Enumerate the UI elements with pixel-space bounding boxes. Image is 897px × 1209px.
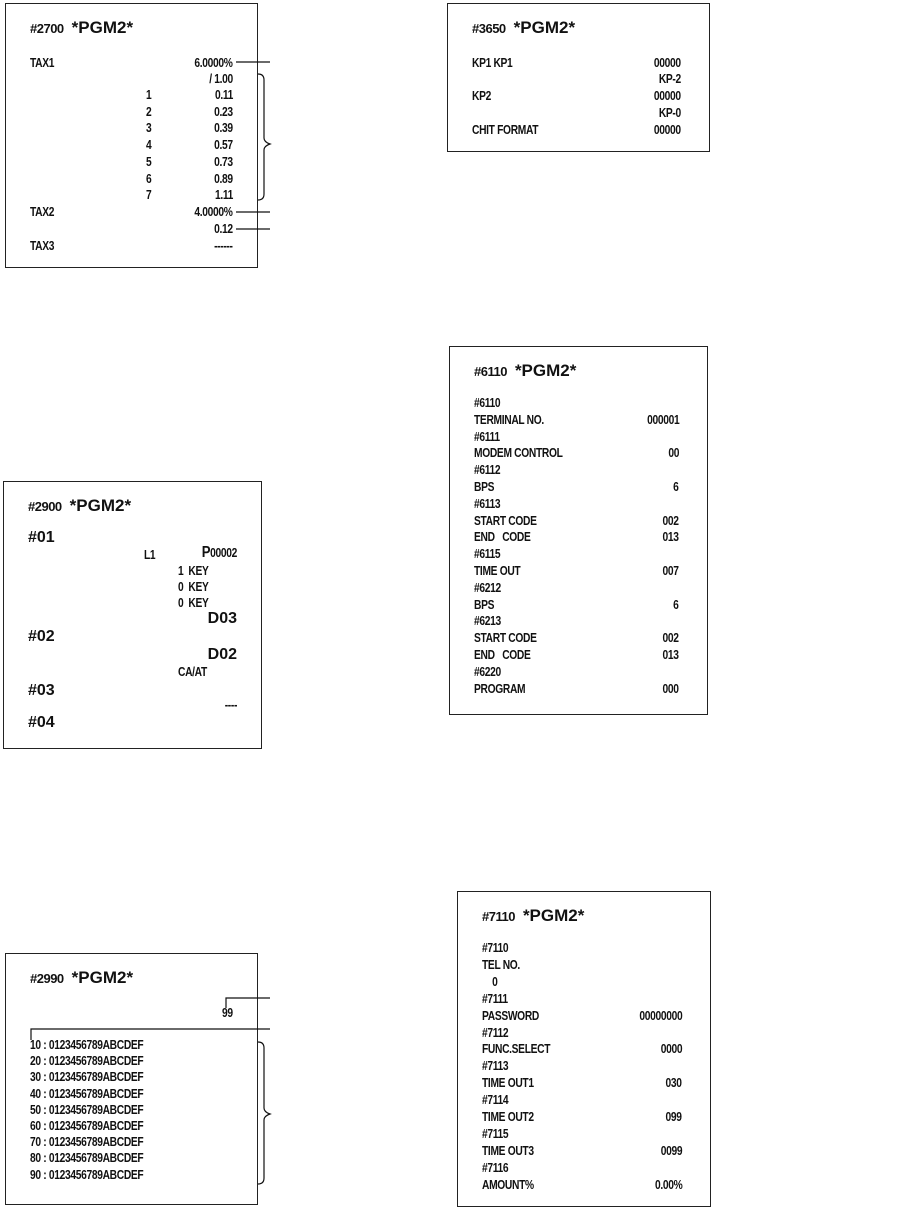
tax-step-number: 1 — [146, 88, 152, 102]
mode-label: *PGM2* — [71, 18, 134, 37]
setting-label: #7116 — [482, 1160, 509, 1175]
setting-value: 030 — [665, 1076, 682, 1091]
kp2-sub: KP-0 — [658, 106, 681, 120]
chit-format-value: 00000 — [654, 123, 681, 137]
level-label: L1 — [144, 548, 156, 562]
chit-format-label: CHIT FORMAT — [472, 123, 539, 137]
tax-step-amount: 0.89 — [214, 171, 233, 186]
job-code: #3650 — [472, 21, 506, 36]
setting-value: 00 — [668, 446, 679, 461]
dashes: ---- — [224, 698, 237, 712]
tax-step-number: 5 — [146, 154, 152, 169]
setting-label: TEL NO. — [482, 957, 520, 972]
setting-value: 002 — [662, 631, 679, 646]
setting-value: 6 — [673, 597, 679, 612]
job-code: #6110 — [474, 364, 507, 379]
tax2-label: TAX2 — [30, 205, 55, 219]
plu-prefix: P — [201, 544, 211, 561]
text-row: 10 : 0123456789ABCDEF — [30, 1038, 144, 1052]
setting-label: START CODE — [474, 631, 537, 646]
section-03: #03 — [28, 682, 55, 699]
mode-label: *PGM2* — [71, 968, 134, 987]
mode-label: *PGM2* — [514, 361, 577, 380]
tax3-value: ------ — [214, 239, 233, 253]
setting-value: 013 — [662, 530, 679, 545]
section-02: #02 — [28, 628, 55, 645]
setting-label: FUNC.SELECT — [482, 1042, 551, 1057]
setting-label: #7111 — [482, 991, 508, 1006]
leader-line-rows — [31, 1029, 270, 1040]
setting-label: PASSWORD — [482, 1008, 539, 1023]
setting-label: MODEM CONTROL — [474, 446, 563, 461]
text-row: 50 : 0123456789ABCDEF — [30, 1102, 144, 1117]
text-row: 20 : 0123456789ABCDEF — [30, 1054, 144, 1069]
mode-label: *PGM2* — [513, 18, 576, 37]
job-code: #2700 — [30, 21, 64, 36]
setting-label: #6115 — [474, 547, 501, 562]
setting-label: #6212 — [474, 580, 501, 595]
setting-label: TIME OUT2 — [482, 1110, 534, 1124]
text-row: 90 : 0123456789ABCDEF — [30, 1167, 144, 1182]
setting-value: 013 — [662, 648, 679, 662]
text-row: 30 : 0123456789ABCDEF — [30, 1070, 144, 1085]
tax-step-amount: 1.11 — [214, 188, 233, 203]
kp1-sub: KP-2 — [658, 72, 681, 86]
setting-label: END CODE — [474, 530, 531, 545]
kp2-label: KP2 — [472, 89, 491, 103]
tax1-rate: 6.0000% — [194, 56, 233, 70]
kp2-value: 00000 — [654, 89, 681, 103]
setting-value: 6 — [673, 480, 679, 494]
setting-label: #7113 — [482, 1059, 509, 1074]
tax-step-amount: 0.39 — [214, 121, 233, 136]
setting-label: #7112 — [482, 1025, 509, 1040]
text-row: 60 : 0123456789ABCDEF — [30, 1119, 144, 1133]
setting-label: TIME OUT3 — [482, 1143, 534, 1158]
tax3-label: TAX3 — [30, 239, 55, 253]
tax-step-number: 3 — [146, 121, 152, 136]
setting-label: BPS — [474, 597, 495, 612]
tax-step-number: 4 — [146, 138, 152, 153]
tax-step-amount: 0.73 — [214, 154, 233, 169]
text-row: 80 : 0123456789ABCDEF — [30, 1151, 144, 1166]
setting-label: #6111 — [474, 429, 500, 444]
setting-value: 0099 — [660, 1143, 682, 1158]
d03-code: D03 — [207, 610, 237, 627]
plu-number: 00002 — [210, 546, 237, 560]
job-code: #2900 — [28, 499, 62, 514]
setting-value: 007 — [662, 564, 679, 578]
tax2-amount: 0.12 — [214, 222, 233, 236]
setting-value: 000001 — [646, 412, 679, 427]
line-count: 99 — [222, 1006, 233, 1020]
tax-step-amount: 0.23 — [214, 104, 233, 119]
kp1-value: 00000 — [654, 56, 681, 70]
setting-label: BPS — [474, 480, 495, 494]
section-04: #04 — [28, 714, 55, 731]
setting-value: 0000 — [660, 1042, 682, 1057]
leader-line-count — [226, 998, 270, 1008]
key-line-3: 0 KEY — [178, 596, 209, 610]
setting-value: 099 — [665, 1110, 682, 1124]
setting-label: END CODE — [474, 648, 531, 662]
setting-label: #6112 — [474, 463, 501, 478]
kp1-label: KP1 KP1 — [472, 56, 513, 70]
setting-label: #7115 — [482, 1126, 509, 1141]
setting-label: AMOUNT% — [482, 1177, 534, 1192]
tax-step-number: 6 — [146, 171, 152, 186]
setting-label: TERMINAL NO. — [474, 412, 544, 427]
tax-step-number: 2 — [146, 104, 152, 119]
tax1-label: TAX1 — [30, 56, 55, 70]
key-line-2: 0 KEY — [178, 580, 209, 594]
setting-label: 0 — [482, 974, 498, 989]
mode-label: *PGM2* — [69, 496, 132, 515]
tax-step-number: 7 — [146, 188, 152, 203]
brace-text-rows — [258, 1042, 270, 1184]
setting-value: 00000000 — [639, 1008, 682, 1023]
text-row: 40 : 0123456789ABCDEF — [30, 1086, 144, 1101]
setting-label: #6220 — [474, 664, 501, 679]
brace-tax-table — [258, 74, 270, 200]
setting-label: #6110 — [474, 396, 501, 410]
setting-value: 0.00% — [654, 1177, 682, 1192]
tax-step-amount: 0.11 — [214, 88, 233, 102]
setting-label: TIME OUT — [474, 564, 521, 578]
setting-label: TIME OUT1 — [482, 1076, 534, 1091]
setting-label: #6113 — [474, 496, 501, 511]
setting-label: #7114 — [482, 1093, 509, 1108]
tax1-divisor: / 1.00 — [209, 72, 233, 86]
caat-label: CA/AT — [178, 665, 207, 679]
mode-label: *PGM2* — [522, 906, 585, 925]
setting-value: 002 — [662, 513, 679, 528]
key-line-1: 1 KEY — [178, 564, 209, 578]
setting-label: #7110 — [482, 941, 509, 955]
setting-label: #6213 — [474, 614, 501, 629]
job-code: #7110 — [482, 909, 515, 924]
tax2-rate: 4.0000% — [194, 205, 233, 219]
setting-label: START CODE — [474, 513, 537, 528]
section-01: #01 — [28, 529, 55, 546]
job-code: #2990 — [30, 971, 64, 986]
tax-step-amount: 0.57 — [214, 138, 233, 153]
d02-code: D02 — [207, 646, 237, 663]
setting-label: PROGRAM — [474, 681, 526, 696]
setting-value: 000 — [662, 681, 679, 696]
text-row: 70 : 0123456789ABCDEF — [30, 1135, 144, 1150]
